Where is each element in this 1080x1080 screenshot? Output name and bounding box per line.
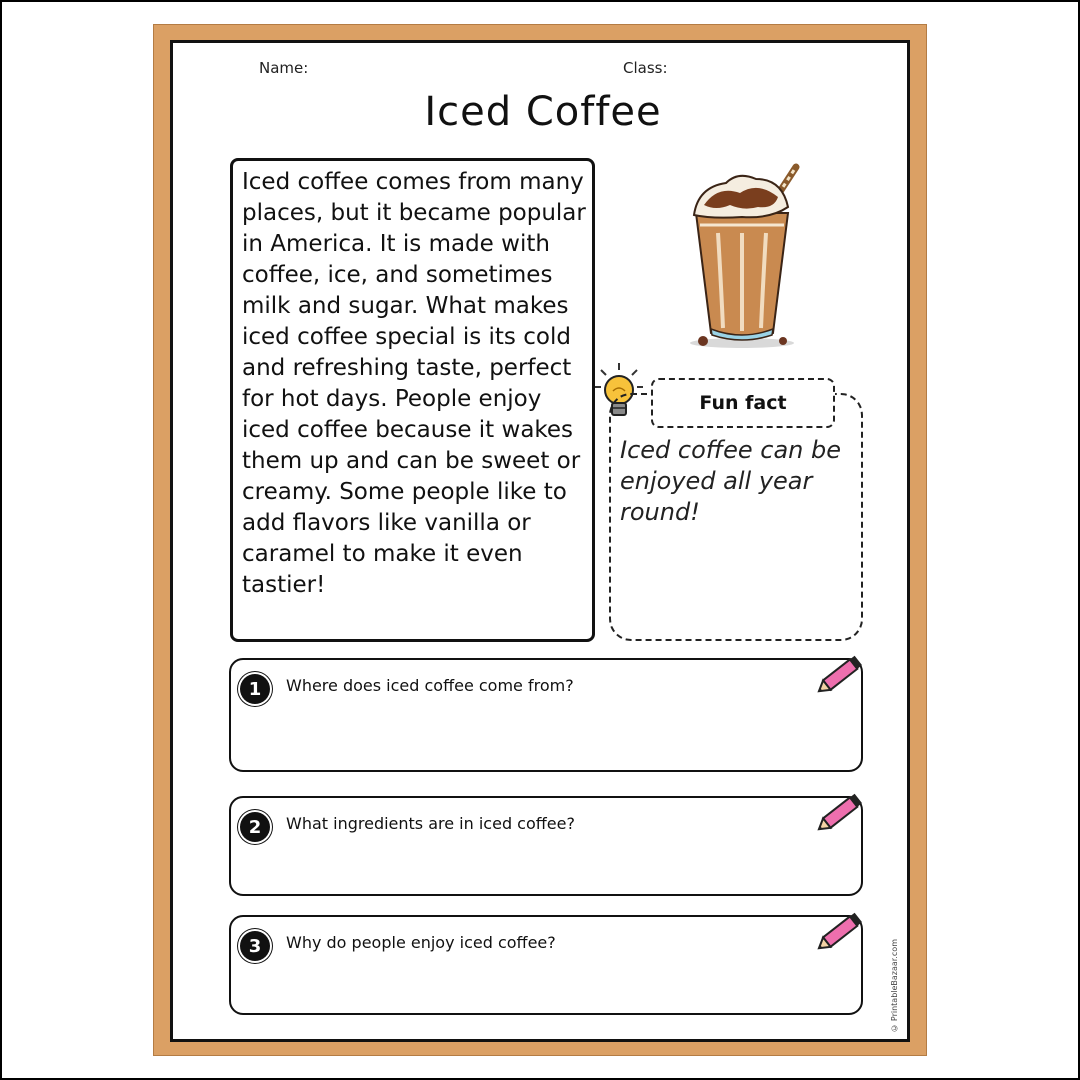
- question-number-3: 3: [240, 931, 270, 961]
- fun-fact-label: Fun fact: [651, 378, 835, 428]
- iced-coffee-glass-icon: [678, 163, 813, 353]
- copyright-text: © PrintableBazaar.com: [890, 939, 899, 1033]
- question-text-3: Why do people enjoy iced coffee?: [286, 933, 556, 952]
- question-number-1: 1: [240, 674, 270, 704]
- pencil-icon: [813, 786, 869, 838]
- page-title: Iced Coffee: [424, 89, 662, 135]
- class-label: Class:: [623, 59, 668, 77]
- question-box-3[interactable]: [229, 915, 863, 1015]
- question-number-2: 2: [240, 812, 270, 842]
- pencil-icon: [813, 648, 869, 700]
- question-box-1[interactable]: [229, 658, 863, 772]
- question-text-2: What ingredients are in iced coffee?: [286, 814, 575, 833]
- story-box: [230, 158, 595, 642]
- worksheet-page: [170, 40, 910, 1042]
- question-text-1: Where does iced coffee come from?: [286, 676, 574, 695]
- name-label: Name:: [259, 59, 309, 77]
- fun-fact-text: Iced coffee can be enjoyed all year round!: [620, 436, 842, 526]
- pencil-icon: [813, 905, 869, 957]
- story-text: Iced coffee comes from many places, but it became popular in America. It is made with coffee, ice, and sometimes milk and sugar. What makes iced coffee special is its cold and refreshing taste, perfect for hot days. People enjoy iced coffee because it wakes them up and can be sweet or creamy. Some people like to add flavors like vanilla or caramel to make it even tastier!: [242, 169, 586, 598]
- question-box-2[interactable]: [229, 796, 863, 896]
